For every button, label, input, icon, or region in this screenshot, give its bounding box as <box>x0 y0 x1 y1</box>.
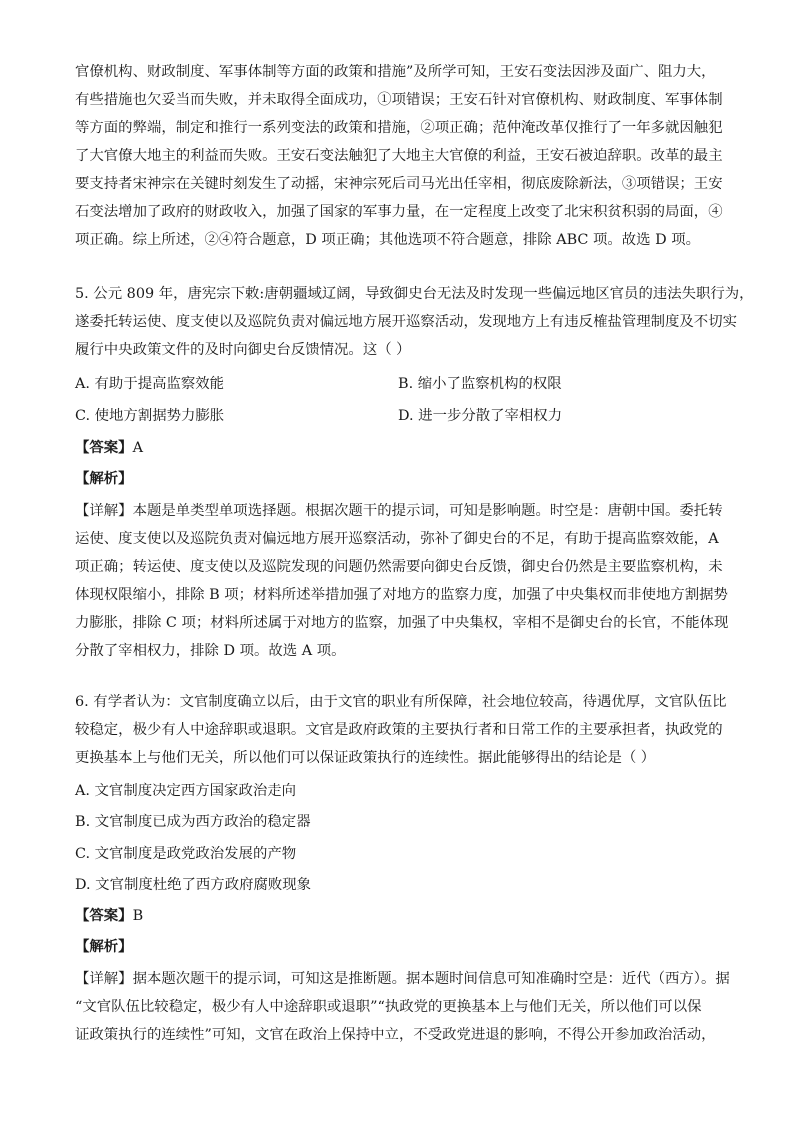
text-line: 了大官僚大地主的利益而失败。王安石变法触犯了大地主大官僚的利益，王安石被迫辞职。改革的最主 <box>75 148 723 164</box>
text-line: 证政策执行的连续性”可知，文官在政治上保持中立，不受政党进退的影响，不得公开参加政治活动， <box>75 1027 716 1043</box>
text-line: 运使、度支使以及巡院负责对偏远地方展开巡察活动，弥补了御史台的不足，有助于提高监察效能，A <box>75 531 719 547</box>
question-6-answer <box>75 902 143 930</box>
question-6-option-b: B. 文官制度已成为西方政治的稳定器 <box>75 814 311 830</box>
text-line: 有些措施也欠妥当而失败，并未取得全面成功，①项错误；王安石针对官僚机构、财政制度、军事体制 <box>75 92 723 108</box>
text-line: 石变法增加了政府的财政收入，加强了国家的军事力量，在一定程度上改变了北宋积贫积弱的局面，④ <box>75 204 723 220</box>
question-6-detail <box>75 965 730 1049</box>
analysis-label: 【解析】 <box>75 470 133 487</box>
text-line: 要支持者宋神宗在关键时刻发生了动摇，宋神宗死后司马光出任宰相，彻底废除新法，③项错误；王安 <box>75 176 723 192</box>
text-line: 较稳定，极少有人中途辞职或退职。文官是政府政策的主要执行者和日常工作的主要承担者，执政党的 <box>75 722 723 738</box>
text-line: 项正确；转运使、度支使以及巡院发现的问题仍然需要向御史台反馈，御史台仍然是主要监察机构，未 <box>75 559 723 575</box>
question-5-option-a: A. 有助于提高监察效能 <box>75 376 225 392</box>
text-line: 官僚机构、财政制度、军事体制等方面的政策和措施”及所学可知，王安石变法因涉及面广、阻力大， <box>75 64 716 80</box>
answer-label: 【答案】 <box>75 439 133 456</box>
text-line: 6. 有学者认为：文官制度确立以后，由于文官的职业有所保障，社会地位较高，待遇优厚，文官队伍比 <box>75 694 727 710</box>
answer-value: B <box>132 908 144 924</box>
question-6-analysis-label <box>75 933 133 961</box>
question-5-answer <box>75 434 143 462</box>
text-line: 项正确。综上所述，②④符合题意，D 项正确；其他选项不符合题意，排除 ABC 项。故选 D 项。 <box>75 232 701 248</box>
question-5-option-d: D. 进一步分散了宰相权力 <box>398 408 563 424</box>
question-6-option-d: D. 文官制度杜绝了西方政府腐败现象 <box>75 877 312 893</box>
text-line: “文官队伍比较稳定，极少有人中途辞职或退职”“执政党的更换基本上与他们无关，所以他们可以保 <box>75 999 702 1015</box>
analysis-label: 【解析】 <box>75 938 133 955</box>
answer-label: 【答案】 <box>75 907 133 924</box>
text-line: 等方面的弊端，制定和推行一系列变法的政策和措施，②项正确；范仲淹改革仅推行了一年多就因触犯 <box>75 120 723 136</box>
question-5-analysis-label <box>75 465 133 493</box>
text-line: 力膨胀，排除 C 项；材料所述属于对地方的监察，加强了中央集权，宰相不是御史台的长官，不能体现 <box>75 615 729 631</box>
text-line: 遂委托转运使、度支使以及巡院负责对偏远地方展开巡察活动，发现地方上有违反榷盐管理制度及不切实 <box>75 314 737 330</box>
text-line: 分散了宰相权力，排除 D 项。故选 A 项。 <box>75 643 346 659</box>
text-line: 【详解】本题是单类型单项选择题。根据次题干的提示词，可知是影响题。时空是：唐朝中国。委托转 <box>75 503 723 519</box>
previous-explanation <box>75 58 723 254</box>
question-6-stem <box>75 688 727 772</box>
text-line: 5. 公元 809 年，唐宪宗下敕:唐朝疆域辽阔，导致御史台无法及时发现一些偏远地区官员的违法失职行为， <box>75 286 754 302</box>
text-line: 体现权限缩小，排除 B 项；材料所述举措加强了对地方的监察力度，加强了中央集权而非使地方割据势 <box>75 587 728 603</box>
question-6-option-c: C. 文官制度是政党政治发展的产物 <box>75 846 297 862</box>
text-line: 更换基本上与他们无关，所以他们可以保证政策执行的连续性。据此能够得出的结论是（ ） <box>75 750 656 766</box>
text-line: 履行中央政策文件的及时向御史台反馈情况。这（ ） <box>75 342 411 358</box>
question-5-option-c: C. 使地方割据势力膨胀 <box>75 408 225 424</box>
question-5-detail <box>75 497 729 665</box>
text-line: 【详解】据本题次题干的提示词，可知这是推断题。据本题时间信息可知准确时空是：近代（西方）。据 <box>75 971 730 987</box>
question-5-stem <box>75 280 754 364</box>
answer-value: A <box>132 440 143 456</box>
question-5-option-b: B. 缩小了监察机构的权限 <box>398 376 562 392</box>
question-6-option-a: A. 文官制度决定西方国家政治走向 <box>75 783 297 799</box>
